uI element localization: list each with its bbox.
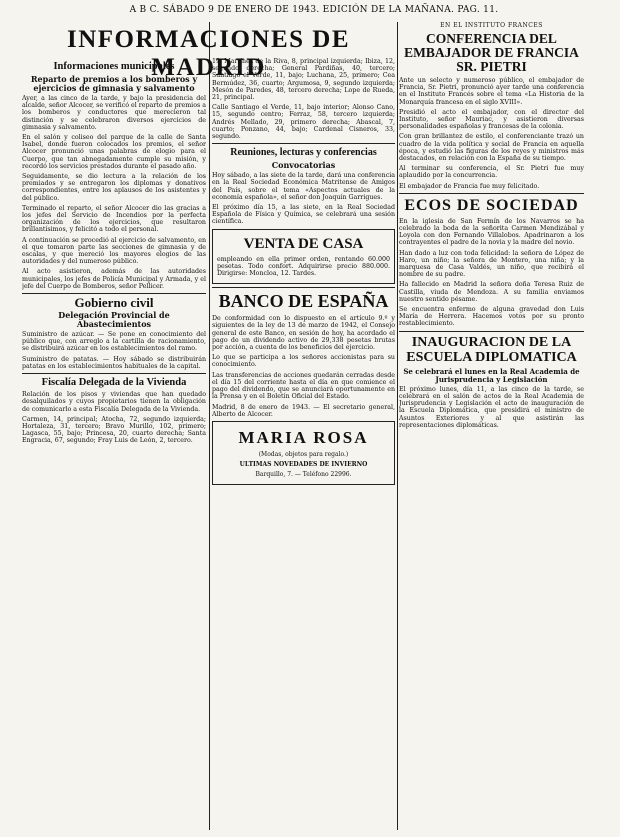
divider	[212, 287, 395, 288]
classified-ad-maria-rosa	[212, 421, 395, 485]
section-title-municipal: Informaciones municipales	[53, 61, 175, 72]
article-paragraph: Seguidamente, se dio lectura a la relación de los premiados y se entregaron los diplomas y donativos correspondientes, entre los aplausos de los asistentes y del público.	[22, 173, 206, 202]
section-title-vivienda: Fiscalía Delegada de la Vivienda	[41, 377, 187, 389]
ad-line: Barquillo, 7. — Teléfono 22996.	[255, 470, 352, 478]
section-subtitle-convocatorias: Convocatorias	[271, 160, 336, 171]
article-paragraph: Hoy sábado, a las siete de la tarde, dará una conferencia en la Real Sociedad Económica Matritense de Amigos del País, sobre el tema «Aspectos actuales de la economía española», el señor don Joaquín Garrigues.	[212, 172, 395, 201]
section-subtitle-abastecimientos: Delegación Provincial de Abastecimientos	[58, 310, 170, 330]
article-paragraph: Con gran brillantez de estilo, el conferenciante trazó un cuadro de la vida política y social de Francia en aquella época, y estudió las figuras de los reyes y ministros más destacados, en relación con la España de su tiempo.	[399, 133, 584, 163]
article-paragraph: En el salón y coliseo del parque de la calle de Santa Isabel, donde fueron colocados los premios, el señor Alcocer pronunció unas palabras de elogio para el Cuerpo, que tan abnegadamente cumple su misión, y recordó los servicios prestados durante el pasado año.	[22, 134, 206, 170]
article-headline: CONFERENCIA DEL EMBAJADOR DE FRANCIA SR. PIETRI	[404, 31, 579, 74]
article-paragraph: Al acto asistieron, además de las autoridades municipales, los jefes de Policía Municipal y Armada, y el jefe del Cuerpo de Bomberos, señor Pellicer.	[22, 268, 206, 290]
article-paragraph: El embajador de Francia fue muy felicitado.	[399, 182, 540, 190]
article-paragraph: Madrid, 8 de enero de 1943. — El secretario general, Alberto de Alcocer.	[212, 403, 395, 418]
article-paragraph: De conformidad con lo dispuesto en el artículo 9.º y siguientes de la ley de 13 de marzo de 1942, el Consejo general de este Banco, en sesión de hoy, ha acordado el pago de un dividendo activo de 29,338 pesetas brutas por acción, a cuenta de los beneficios del ejercicio.	[212, 315, 395, 352]
ad-text: empleando en ella primer orden, rentando 60.000 pesetas. Todo confort. Adquirirse precio 880.000. Dirigirse: Moncloa, 12. Tardes.	[217, 255, 390, 278]
article-paragraph: Presidió el acto el embajador, con el director del Instituto, señor Mauriac, y asistieron diversas personalidades españolas y francesas de la colonia.	[399, 108, 584, 131]
article-paragraph: Al terminar su conferencia, el Sr. Pietri fue muy aplaudido por la concurrencia.	[399, 165, 584, 180]
divider	[212, 143, 395, 144]
article-paragraph: El próximo día 15, a las siete, en la Real Sociedad Española de Física y Química, se celebrará una sesión científica.	[212, 204, 395, 226]
article-kicker: EN EL INSTITUTO FRANCES	[440, 22, 543, 29]
article-paragraph: Han dado a luz con toda felicidad: la señora de López de Haro, un niño; la señora de Montero, una niña; y la marquesa de Casa Valdés, un niño, que recibirá el nombre de su padre.	[399, 249, 584, 279]
section-title-reuniones: Reuniones, lecturas y conferencias	[230, 147, 377, 159]
section-title-gobierno-civil: Gobierno civil	[74, 295, 154, 311]
divider	[22, 373, 206, 374]
ad-line: ULTIMAS NOVEDADES DE INVIERNO	[239, 460, 368, 468]
classified-ad-venta-casa	[212, 229, 395, 285]
divider	[399, 193, 584, 194]
ad-line: (Modas, objetos para regalo.)	[258, 450, 349, 458]
article-paragraph: Lo que se participa a los señores accionistas para su conocimiento.	[212, 354, 395, 369]
article-paragraph: Calle Santiago el Verde, 11, bajo interior; Alonso Cano, 15, segundo centro; Ferraz, 58, tercero izquierda; Andrés Mellado, 29, primero derecha; Abascal, 7, cuarto; Ponzano, 44, bajo; Cardenal Cisneros, 33, segundo.	[212, 104, 395, 141]
column-rule	[397, 22, 398, 830]
column-2	[212, 58, 395, 830]
article-paragraph: En la iglesia de San Fermín de los Navarros se ha celebrado la boda de la señorita Carmen Mendizábal y Loyola con don Fernando Villalobos. Apadrinaron a los contrayentes el padre de la novia y la madre del novio.	[399, 217, 584, 247]
section-title-ecos: ECOS DE SOCIEDAD	[404, 196, 579, 214]
divider	[399, 331, 584, 332]
article-paragraph: Relación de los pisos y viviendas que han quedado desalquilados y cuyos propietarios tienen la obligación de comunicarlo a esta Fiscalía Delegada de la Vivienda.	[22, 391, 206, 413]
bank-notice-title: BANCO DE ESPAÑA	[218, 291, 389, 312]
article-paragraph: Las transferencias de acciones quedarán cerradas desde el día 15 del corriente hasta el día en que comience el pago del dividendo, que se anunciará oportunamente en la Prensa y en el Boletín Oficial del Estado.	[212, 371, 395, 401]
article-paragraph: Terminado el reparto, el señor Alcocer dio las gracias a los jefes del Servicio de Incendios por la perfecta organización de los ejercicios, que resultaron brillantísimos, y felicitó a todo el personal.	[22, 204, 206, 234]
divider	[22, 293, 206, 294]
article-paragraph: A continuación se procedió al ejercicio de salvamento, en el que tomaron parte las secciones de gimnasia y de escalas, y que mereció los mayores elogios de las autoridades y del numeroso público.	[22, 236, 206, 266]
running-head: A B C. SÁBADO 9 DE ENERO DE 1943. EDICIÓN DE LA MAÑANA. PAG. 11.	[129, 5, 499, 15]
article-paragraph: Suministro de azúcar. — Se pone en conocimiento del público que, con arreglo a la cartilla de racionamiento, se distribuirá azúcar en los establecimientos del ramo.	[22, 331, 206, 353]
article-paragraph: 19, Martínez de la Riva, 8, principal izquierda; Ibiza, 12, segundo derecha; General Pardiñas, 40, tercero; Santiago el Verde, 11, bajo; Luchana, 25, primero; Cea Bermúdez, 36, cuarto; Argumosa, 9, segundo izquierda; Mesón de Paredes, 48, tercero derecha; Lope de Rueda, 21, principal.	[212, 58, 395, 102]
article-paragraph: Suministro de patatas. — Hoy sábado se distribuirán patatas en los establecimientos habituales de la capital.	[22, 355, 206, 370]
article-paragraph: El próximo lunes, día 11, a las cinco de la tarde, se celebrará en el salón de actos de la Real Academia de Jurisprudencia y Legislación el acto de inauguración de la Escuela Diplomática, que presidirá el ministro de Asuntos Exteriores y al que asistirán las representaciones diplomáticas.	[399, 385, 584, 429]
ad-title: MARIA ROSA	[238, 427, 369, 447]
masthead-title: INFORMACIONES DE MADRID	[66, 26, 351, 81]
article-paragraph: Ante un selecto y numeroso público, el embajador de Francia, Sr. Pietri, pronunció ayer tarde una conferencia en el Instituto Francés sobre el tema «La Historia de la Monarquía francesa en el siglo XVIII».	[399, 77, 584, 106]
article-subheadline: Se celebrará el lunes en la Real Academia de Jurisprudencia y Legislación	[403, 366, 580, 384]
article-headline-escuela: INAUGURACION DE LA ESCUELA DIPLOMATICA	[406, 334, 577, 365]
ad-title: VENTA DE CASA	[243, 235, 364, 252]
column-rule	[209, 22, 210, 830]
article-paragraph: Ayer, a las cinco de la tarde, y bajo la presidencia del alcalde, señor Alcocer, se verificó el reparto de premios a los bomberos y conductores que merecieron tal distinción y se celebraron diversos ejercicios de gimnasia y salvamento.	[22, 95, 206, 131]
section-subtitle-bomberos: Reparto de premios a los bomberos y ejercicios de gimnasia y salvamento	[30, 74, 198, 93]
column-3	[399, 22, 584, 830]
article-paragraph: Carmen, 14, principal; Atocha, 72, segundo izquierda; Hortaleza, 31, tercero; Bravo Murillo, 102, primero; Lagasca, 55, bajo; Princesa, 20, cuarto derecha; Santa Engracia, 67, segundo; Fray Luis de León, 2, tercero.	[22, 415, 206, 445]
article-paragraph: Ha fallecido en Madrid la señora doña Teresa Ruiz de Castilla, viuda de Mendoza. A su familia enviamos nuestro sentido pésame.	[399, 281, 584, 303]
article-paragraph: Se encuentra enfermo de alguna gravedad don Luis María de Herrera. Hacemos votos por su pronto restablecimiento.	[399, 306, 584, 328]
column-1	[22, 58, 206, 830]
